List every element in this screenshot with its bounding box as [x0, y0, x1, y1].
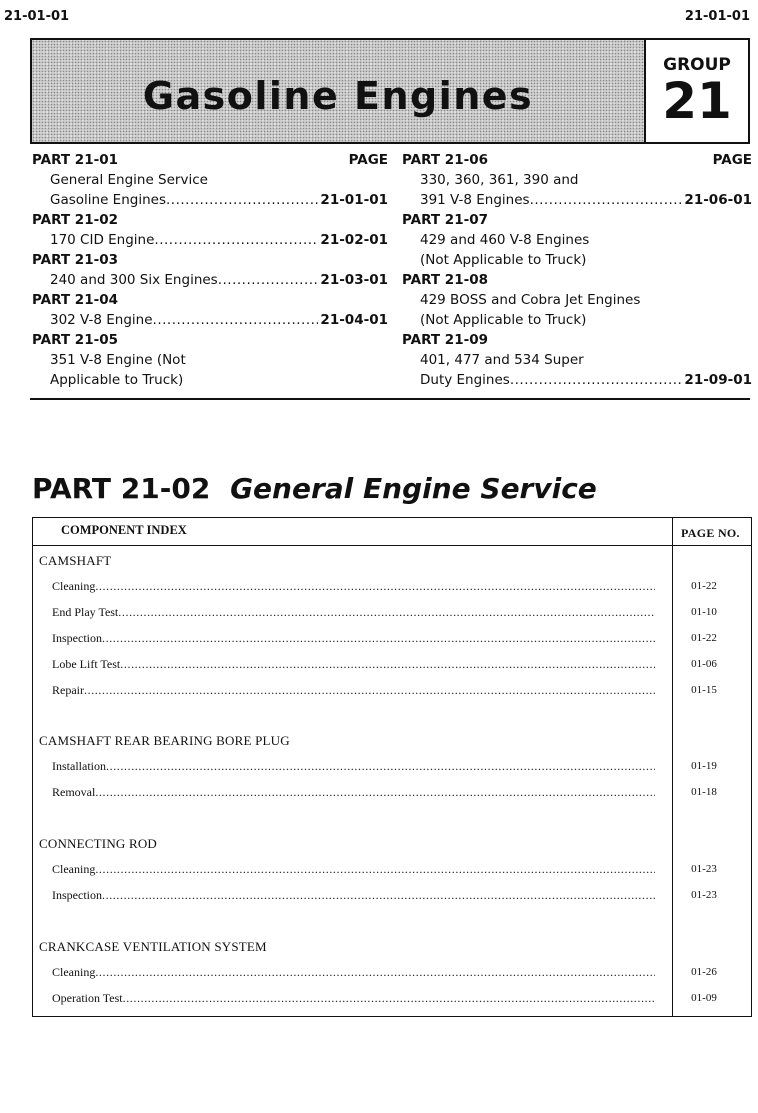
dot-leader	[166, 190, 318, 210]
row-page: 01-23	[691, 889, 717, 901]
row-page: 01-10	[691, 606, 717, 618]
toc-part-label: PART 21-08	[402, 272, 488, 288]
toc-entry-page: 21-09-01	[684, 372, 752, 388]
index-group	[33, 727, 751, 830]
toc-part	[402, 330, 752, 350]
table-row[interactable]	[33, 882, 751, 908]
toc-entry-label: Duty Engines	[420, 372, 510, 388]
row-label: Cleaning	[52, 862, 96, 876]
toc-entry[interactable]	[402, 190, 752, 210]
column-header-component: COMPONENT INDEX	[61, 523, 187, 537]
toc-divider	[30, 398, 750, 400]
row-label: Removal	[52, 785, 96, 799]
toc-part-label: PART 21-05	[32, 332, 118, 348]
toc-line: 351 V-8 Engine (Not	[50, 352, 186, 368]
toc-entry[interactable]	[402, 370, 752, 390]
row-label: Inspection	[52, 631, 102, 645]
toc-left-column	[32, 150, 388, 390]
row-page: 01-06	[691, 658, 717, 670]
table-row[interactable]	[33, 753, 751, 779]
toc-part-label: PART 21-07	[402, 212, 488, 228]
row-page: 01-18	[691, 786, 717, 798]
toc-part-label: PART 21-04	[32, 292, 118, 308]
index-group-title: CAMSHAFT	[39, 553, 112, 568]
banner-title-panel	[32, 40, 644, 142]
index-group	[33, 547, 751, 727]
page-number-right: 21-01-01	[684, 9, 750, 24]
table-row[interactable]	[33, 573, 751, 599]
row-page: 01-22	[691, 580, 717, 592]
toc-entry-page: 21-01-01	[320, 192, 388, 208]
dot-leader	[102, 882, 655, 908]
toc-entry-page: 21-03-01	[320, 272, 388, 288]
index-group	[33, 933, 751, 1113]
toc-part-label: PART 21-02	[32, 212, 118, 228]
table-row[interactable]	[33, 959, 751, 985]
row-label: Inspection	[52, 888, 102, 902]
toc-line: 330, 360, 361, 390 and	[420, 172, 579, 188]
table-header	[33, 518, 751, 546]
row-label: Cleaning	[52, 579, 96, 593]
row-label: Repair	[52, 683, 84, 697]
dot-leader	[530, 190, 683, 210]
toc-part-label: PART 21-03	[32, 252, 118, 268]
dot-leader	[153, 310, 319, 330]
toc-line: (Not Applicable to Truck)	[420, 252, 587, 268]
dot-leader	[154, 230, 318, 250]
toc-entry-label: 170 CID Engine	[50, 232, 155, 248]
row-page: 01-19	[691, 760, 717, 772]
toc-part	[32, 290, 388, 310]
index-group-title: CAMSHAFT REAR BEARING BORE PLUG	[39, 733, 290, 748]
index-group-title: CRANKCASE VENTILATION SYSTEM	[39, 939, 267, 954]
toc-part	[32, 330, 388, 350]
toc-part	[402, 270, 752, 290]
section-number: PART 21-02	[32, 472, 211, 505]
index-group-title: CONNECTING ROD	[39, 836, 157, 851]
component-index-table	[32, 517, 752, 1017]
table-row[interactable]	[33, 985, 751, 1011]
toc-line: Applicable to Truck)	[50, 372, 184, 388]
dot-leader	[123, 985, 655, 1011]
row-label: Installation	[52, 759, 106, 773]
row-label: End Play Test	[52, 605, 119, 619]
table-row[interactable]	[33, 779, 751, 805]
toc-right-column	[402, 150, 752, 390]
table-row[interactable]	[33, 677, 751, 703]
table-body	[33, 547, 751, 1113]
group-number: 21	[662, 72, 732, 130]
toc-part	[402, 210, 752, 230]
toc-part-label: PART 21-09	[402, 332, 488, 348]
row-label: Operation Test	[52, 991, 123, 1005]
group-label: GROUP	[663, 55, 731, 75]
table-row[interactable]	[33, 651, 751, 677]
group-banner	[30, 38, 750, 144]
dot-leader	[120, 651, 655, 677]
toc-entry[interactable]	[32, 310, 388, 330]
toc-part	[32, 210, 388, 230]
toc-entry[interactable]	[32, 230, 388, 250]
dot-leader	[106, 753, 655, 779]
dot-leader	[84, 677, 655, 703]
index-group	[33, 830, 751, 933]
toc-page-heading: PAGE	[348, 152, 388, 168]
section-title: General Engine Service	[230, 472, 597, 505]
toc-line: (Not Applicable to Truck)	[420, 312, 587, 328]
toc-part	[32, 150, 388, 170]
table-row[interactable]	[33, 625, 751, 651]
toc-entry-label: 302 V-8 Engine	[50, 312, 153, 328]
row-label: Cleaning	[52, 965, 96, 979]
dot-leader	[118, 599, 655, 625]
row-label: Lobe Lift Test	[52, 657, 121, 671]
toc-entry-page: 21-04-01	[320, 312, 388, 328]
section-heading	[32, 472, 597, 505]
dot-leader	[95, 856, 655, 882]
group-box	[644, 40, 748, 142]
toc-entry-page: 21-02-01	[320, 232, 388, 248]
toc-entry-label: 240 and 300 Six Engines	[50, 272, 218, 288]
toc-line: General Engine Service	[50, 172, 208, 188]
dot-leader	[102, 625, 655, 651]
dot-leader	[510, 370, 683, 390]
row-page: 01-23	[691, 863, 717, 875]
row-page: 01-26	[691, 966, 717, 978]
toc-line: 429 and 460 V-8 Engines	[420, 232, 590, 248]
toc-entry-label: Gasoline Engines	[50, 192, 166, 208]
dot-leader	[95, 779, 655, 805]
toc-part	[402, 150, 752, 170]
toc-part-label: PART 21-06	[402, 152, 488, 168]
row-page: 01-09	[691, 992, 717, 1004]
table-row[interactable]	[33, 856, 751, 882]
toc-entry-page: 21-06-01	[684, 192, 752, 208]
toc-entry-label: 391 V-8 Engines	[420, 192, 530, 208]
toc-entry[interactable]	[32, 270, 388, 290]
dot-leader	[95, 959, 655, 985]
row-page: 01-22	[691, 632, 717, 644]
toc-part-label: PART 21-01	[32, 152, 118, 168]
page-number-left: 21-01-01	[4, 9, 70, 24]
banner-title: Gasoline Engines	[142, 74, 534, 118]
dot-leader	[95, 573, 655, 599]
toc-line: 429 BOSS and Cobra Jet Engines	[420, 292, 641, 308]
table-row[interactable]	[33, 599, 751, 625]
toc-entry[interactable]	[32, 190, 388, 210]
column-header-page: PAGE NO.	[681, 526, 740, 540]
toc-page-heading: PAGE	[712, 152, 752, 168]
toc-line: 401, 477 and 534 Super	[420, 352, 584, 368]
toc-part	[32, 250, 388, 270]
dot-leader	[218, 270, 319, 290]
row-page: 01-15	[691, 684, 717, 696]
